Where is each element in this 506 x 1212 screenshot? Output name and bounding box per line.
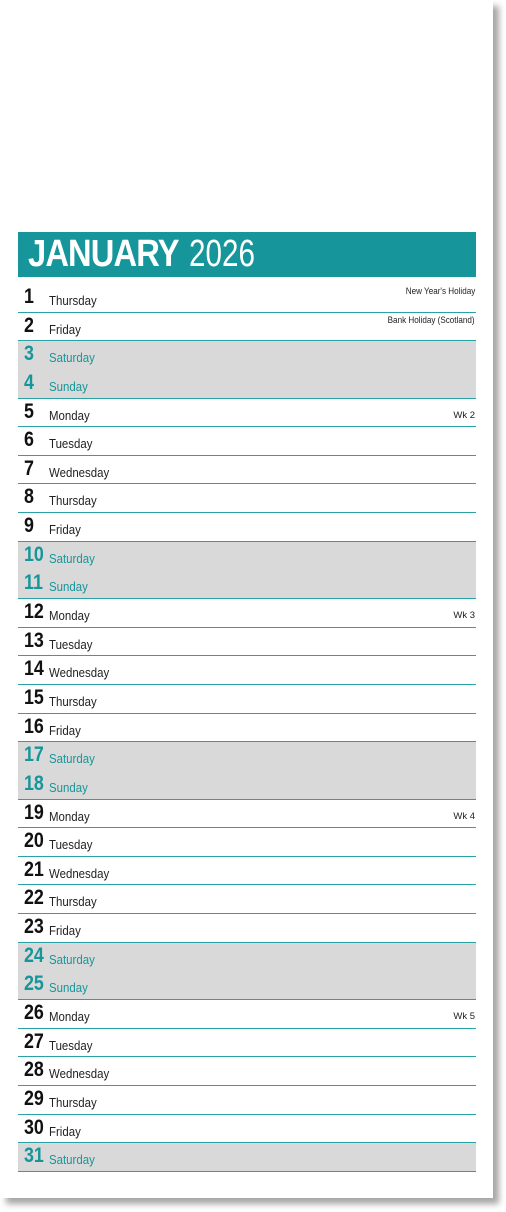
day-number: 27 (24, 1029, 44, 1053)
day-number: 8 (24, 485, 34, 509)
day-row (18, 1143, 476, 1172)
day-row (18, 399, 476, 428)
day-row (18, 685, 476, 714)
day-name: Sunday (49, 378, 88, 394)
week-number: Wk 3 (453, 610, 475, 622)
holiday-note: Bank Holiday (Scotland) (388, 314, 475, 325)
day-row (18, 656, 476, 685)
day-name: Monday (49, 608, 90, 624)
day-number: 9 (24, 514, 34, 538)
day-name: Wednesday (49, 464, 110, 480)
day-number: 13 (24, 628, 44, 652)
day-name: Tuesday (49, 636, 93, 652)
day-number: 31 (24, 1144, 44, 1168)
day-row (18, 1000, 476, 1029)
day-row (18, 771, 476, 800)
day-name: Monday (49, 1009, 90, 1025)
day-row (18, 542, 476, 571)
day-row (18, 284, 476, 313)
day-name: Monday (49, 808, 90, 824)
day-row (18, 828, 476, 857)
day-number: 19 (24, 800, 44, 824)
day-number: 29 (24, 1086, 44, 1110)
day-number: 18 (24, 771, 44, 795)
day-number: 14 (24, 657, 44, 681)
day-name: Thursday (49, 293, 97, 308)
day-number: 15 (24, 685, 44, 709)
day-number: 11 (24, 571, 43, 595)
day-row (18, 971, 476, 1000)
day-name: Thursday (49, 894, 97, 910)
day-row (18, 313, 476, 342)
year-title: 2026 (189, 233, 256, 275)
day-name: Wednesday (49, 1066, 110, 1082)
day-name: Tuesday (49, 1037, 93, 1053)
day-row (18, 1086, 476, 1115)
day-name: Tuesday (49, 436, 93, 452)
day-name: Monday (49, 407, 90, 423)
day-row (18, 599, 476, 628)
day-row (18, 456, 476, 485)
month-title: JANUARY (28, 233, 179, 275)
day-number: 16 (24, 714, 44, 738)
day-number: 2 (24, 313, 34, 337)
day-name: Wednesday (49, 865, 110, 881)
day-row (18, 341, 476, 370)
day-number: 12 (24, 600, 44, 624)
day-row (18, 1029, 476, 1058)
day-name: Friday (49, 522, 81, 538)
day-number: 10 (24, 542, 44, 566)
day-number: 21 (24, 857, 44, 881)
day-row (18, 742, 476, 771)
month-header (18, 232, 476, 277)
day-number: 17 (24, 743, 44, 767)
day-name: Sunday (49, 779, 88, 795)
day-row (18, 914, 476, 943)
day-number: 6 (24, 428, 34, 452)
day-number: 4 (24, 370, 34, 394)
day-number: 26 (24, 1001, 44, 1025)
day-number: 20 (24, 829, 44, 853)
week-number: Wk 5 (453, 1011, 475, 1023)
day-name: Sunday (49, 980, 88, 996)
day-number: 3 (24, 342, 34, 366)
day-row (18, 628, 476, 657)
day-number: 7 (24, 456, 34, 480)
day-row (18, 484, 476, 513)
day-name: Saturday (49, 951, 95, 967)
day-name: Thursday (49, 693, 97, 709)
day-name: Saturday (49, 1152, 95, 1168)
day-number: 22 (24, 886, 44, 910)
day-number: 25 (24, 972, 44, 996)
day-name: Friday (49, 722, 81, 738)
week-number: Wk 2 (453, 409, 475, 421)
day-number: 28 (24, 1058, 44, 1082)
day-row (18, 857, 476, 886)
day-number: 23 (24, 915, 44, 939)
day-name: Friday (49, 923, 81, 939)
day-row (18, 1057, 476, 1086)
day-row (18, 570, 476, 599)
day-name: Friday (49, 1123, 81, 1139)
week-number: Wk 4 (453, 810, 475, 822)
day-name: Sunday (49, 579, 88, 595)
day-number: 30 (24, 1115, 44, 1139)
day-row (18, 943, 476, 972)
day-row (18, 1115, 476, 1144)
day-name: Tuesday (49, 837, 93, 853)
day-name: Thursday (49, 493, 97, 509)
day-number: 1 (24, 285, 34, 308)
day-row (18, 800, 476, 829)
day-name: Saturday (49, 751, 95, 767)
day-row (18, 885, 476, 914)
day-number: 5 (24, 399, 34, 423)
day-number: 24 (24, 943, 44, 967)
day-name: Saturday (49, 550, 95, 566)
day-name: Thursday (49, 1094, 97, 1110)
day-row (18, 513, 476, 542)
day-row (18, 427, 476, 456)
day-row (18, 714, 476, 743)
day-list (18, 284, 476, 1172)
day-name: Saturday (49, 350, 95, 366)
day-name: Friday (49, 321, 81, 337)
day-row (18, 370, 476, 399)
holiday-note: New Year's Holiday (405, 286, 475, 296)
day-name: Wednesday (49, 665, 110, 681)
